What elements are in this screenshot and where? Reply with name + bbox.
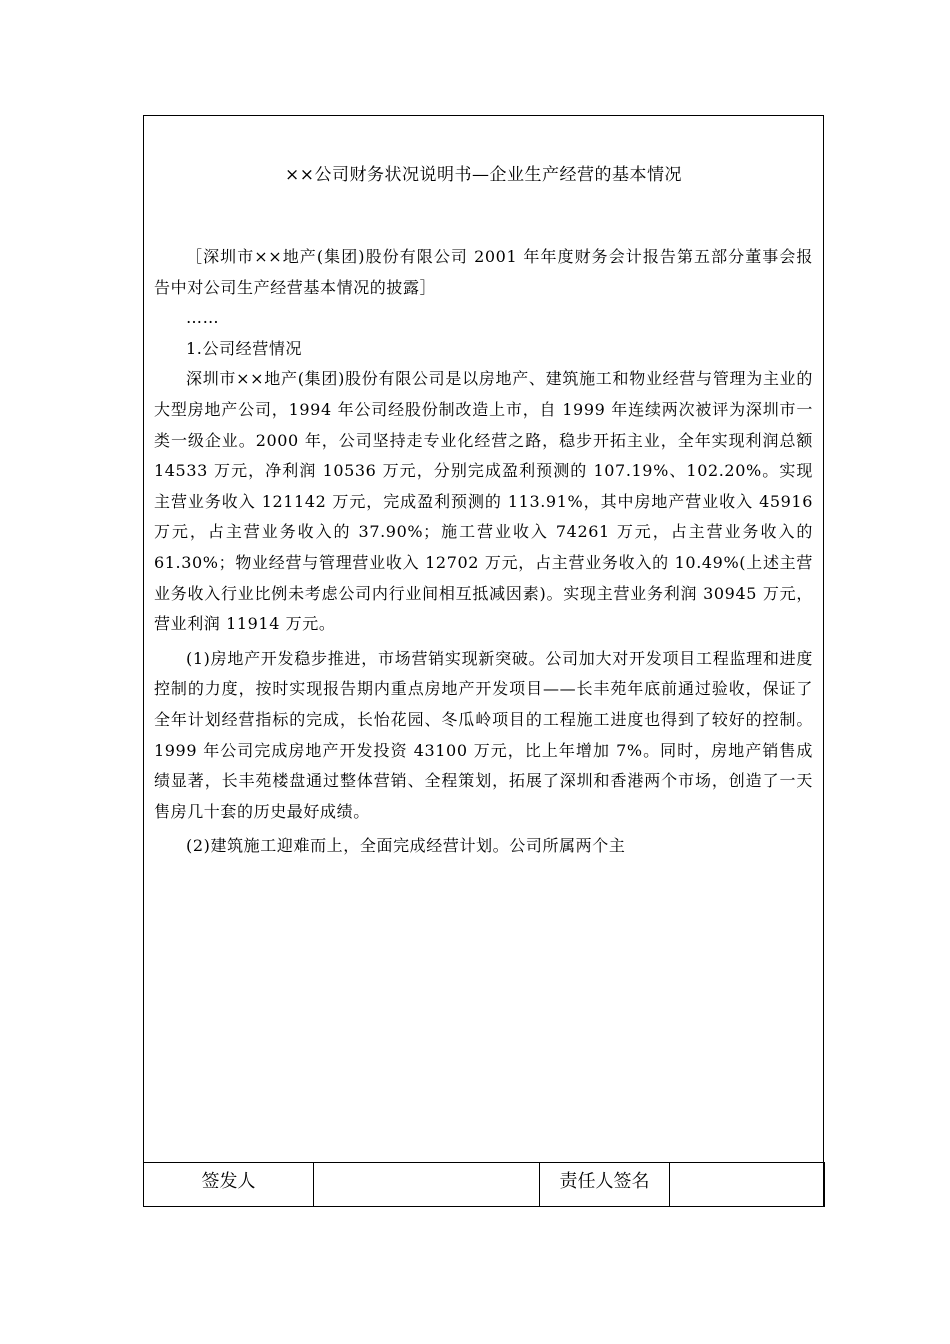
- paragraph-operations: 深圳市××地产(集团)股份有限公司是以房地产、建筑施工和物业经营与管理为主业的大型房地产公司，1994 年公司经股份制改造上市，自 1999 年连续两次被评为深圳市一类一级企业。2000 年，公司坚持走专业化经营之路，稳步开拓主业，全年实现利润总额 14533 万元，净利润 10536 万元，分别完成盈利预测的 107.19%、102.20%。实现主营业务收入 121142 万元，完成盈利预测的 113.91%，其中房地产营业收入 45916 万元，占主营业务收入的 37.90%；施工营业收入 74261 万元，占主营业务收入的 61.30%；物业经营与管理营业收入 12702 万元，占主营业务收入的 10.49%(上述主营业务收入行业比例未考虑公司内行业间相互抵减因素)。实现主营业务利润 30945 万元，营业利润 11914 万元。: [154, 369, 813, 634]
- report-source-note: ［深圳市××地产(集团)股份有限公司 2001 年年度财务会计报告第五部分董事会报告中对公司生产经营基本情况的披露］: [154, 247, 813, 297]
- responsible-signature-field[interactable]: [670, 1163, 825, 1207]
- paragraph-construction: (2)建筑施工迎难而上，全面完成经营计划。公司所属两个主: [186, 836, 626, 856]
- issuer-label: 签发人: [144, 1163, 314, 1207]
- ellipsis: ……: [186, 308, 220, 328]
- document-title: ××公司财务状况说明书—企业生产经营的基本情况: [285, 165, 682, 185]
- signature-table: [143, 1162, 825, 1207]
- issuer-field[interactable]: [314, 1163, 540, 1207]
- paragraph-real-estate: (1)房地产开发稳步推进，市场营销实现新突破。公司加大对开发项目工程监理和进度控制的力度，按时实现报告期内重点房地产开发项目——长丰苑年底前通过验收，保证了全年计划经营指标的完成，长怡花园、冬瓜岭项目的工程施工进度也得到了较好的控制。1999 年公司完成房地产开发投资 43100 万元，比上年增加 7%。同时，房地产销售成绩显著，长丰苑楼盘通过整体营销、全程策划，拓展了深圳和香港两个市场，创造了一天售房几十套的历史最好成绩。: [154, 648, 813, 821]
- document-body: [154, 242, 813, 862]
- responsible-signature-label: 责任人签名: [540, 1163, 670, 1207]
- document-frame: [143, 115, 824, 1207]
- section-heading: 1.公司经营情况: [186, 338, 303, 358]
